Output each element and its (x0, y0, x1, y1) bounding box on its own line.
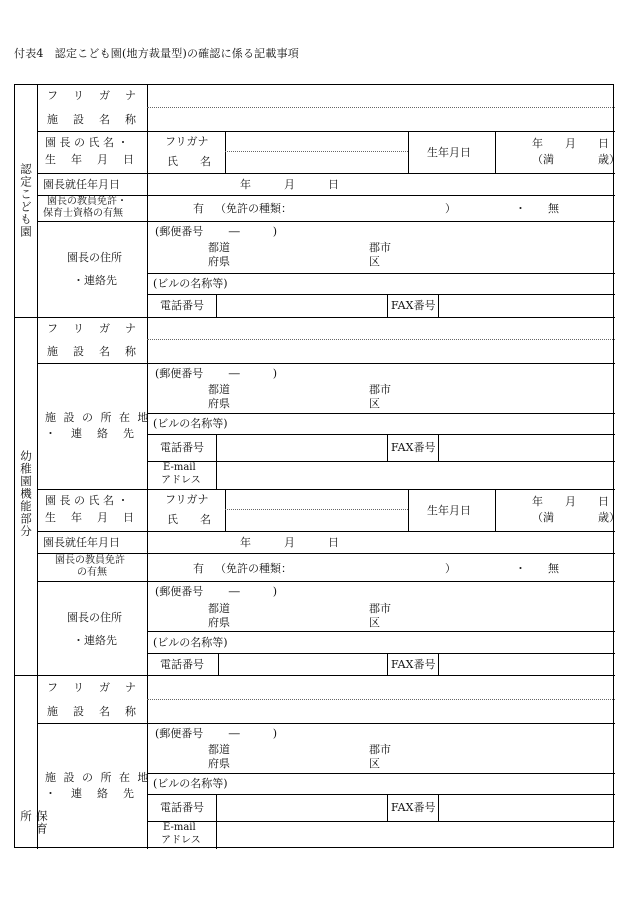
appointment-date-label: 園長就任年月日 (43, 178, 120, 191)
tel-field[interactable] (217, 295, 386, 316)
prefecture-fuken: 府県 (208, 397, 230, 410)
fax-field[interactable] (439, 654, 614, 674)
facility-location-label-1: 施 設 の 所 在 地 (45, 411, 151, 424)
facility-name-label: 施 設 名 称 (47, 113, 138, 126)
prefecture-fuken: 府県 (208, 757, 230, 770)
fax-field[interactable] (439, 295, 614, 316)
director-birth-label: 生 年 月 日 (45, 153, 136, 166)
tel-label: 電話番号 (160, 441, 204, 454)
tel-label: 電話番号 (160, 658, 204, 671)
furigana-small-label: フリガナ (165, 135, 209, 148)
city-gunshi: 郡市 (369, 383, 391, 396)
license-no[interactable]: ・ 無 (515, 202, 559, 215)
email-label-2: アドレス (161, 475, 201, 486)
facility-location-label-2: ・ 連 絡 先 (45, 427, 136, 440)
address-label-1: 園長の住所 (67, 251, 122, 264)
prefecture-todo: 都道 (208, 383, 230, 396)
section-label-nintei: 認定こども園 (19, 163, 33, 238)
prefecture-todo: 都道 (208, 241, 230, 254)
license-type: （免許の種類： (215, 562, 292, 575)
birthdate-label: 生年月日 (427, 146, 471, 159)
director-name-label: 園 長 の 氏 名 ・ (45, 136, 129, 149)
building-name: (ビルの名称等) (153, 417, 228, 430)
fax-label: FAX番号 (391, 801, 436, 814)
facility-name-label: 施 設 名 称 (47, 705, 138, 718)
registration-form (14, 84, 620, 848)
city-gunshi: 郡市 (369, 241, 391, 254)
fax-label: FAX番号 (391, 299, 436, 312)
name-label: 氏 名 (167, 155, 211, 168)
tel-field[interactable] (217, 435, 386, 460)
email-field[interactable] (217, 462, 614, 488)
city-ku: 区 (369, 397, 380, 410)
city-ku: 区 (369, 757, 380, 770)
postal-code: (郵便番号 ― ) (155, 585, 278, 598)
director-name-label: 園 長 の 氏 名 ・ (45, 494, 129, 507)
license-close: ） (445, 202, 456, 215)
fax-label: FAX番号 (391, 658, 436, 671)
email-field[interactable] (217, 822, 614, 848)
license-yes[interactable]: 有 (193, 562, 204, 575)
appointment-date-label: 園長就任年月日 (43, 536, 120, 549)
director-name-field[interactable] (226, 152, 407, 172)
facility-name-field[interactable] (148, 340, 614, 362)
prefecture-fuken: 府県 (208, 616, 230, 629)
license-label-1: 園長の教員免許・ (47, 196, 127, 207)
director-birth-label: 生 年 月 日 (45, 511, 136, 524)
city-gunshi: 郡市 (369, 743, 391, 756)
tel-label: 電話番号 (160, 801, 204, 814)
section-label-youchien: 幼稚園機能部分 (19, 450, 33, 538)
age-label: （満 歳） (532, 511, 620, 524)
birthdate-ymd: 年 月 日 (532, 495, 609, 508)
appointment-date-value: 年 月 日 (240, 178, 339, 191)
tel-label: 電話番号 (160, 299, 204, 312)
fax-field[interactable] (439, 795, 614, 820)
license-close: ） (445, 562, 456, 575)
building-name: (ビルの名称等) (153, 636, 228, 649)
tel-field[interactable] (217, 795, 386, 820)
furigana-label: フ リ ガ ナ (47, 89, 138, 102)
furigana-small-label: フリガナ (165, 493, 209, 506)
address-label-1: 園長の住所 (67, 611, 122, 624)
city-ku: 区 (369, 616, 380, 629)
age-label: （満 歳） (532, 153, 620, 166)
section-label-hoikusho: 保育所 (19, 810, 49, 835)
address-label-2: ・連絡先 (73, 274, 117, 287)
prefecture-fuken: 府県 (208, 255, 230, 268)
building-name: (ビルの名称等) (153, 777, 228, 790)
facility-name-field[interactable] (148, 700, 614, 722)
building-name: (ビルの名称等) (153, 277, 228, 290)
email-label-1: E-mail (163, 462, 196, 473)
postal-code: (郵便番号 ― ) (155, 727, 278, 740)
address-label-2: ・連絡先 (73, 634, 117, 647)
facility-location-label-2: ・ 連 絡 先 (45, 787, 136, 800)
facility-location-label-1: 施 設 の 所 在 地 (45, 771, 151, 784)
license-label-1: 園長の教員免許 (55, 555, 125, 566)
license-type: （免許の種類： (215, 202, 292, 215)
facility-name-label: 施 設 名 称 (47, 345, 138, 358)
name-label: 氏 名 (167, 513, 211, 526)
appointment-date-value: 年 月 日 (240, 536, 339, 549)
city-gunshi: 郡市 (369, 602, 391, 615)
license-label-2: 保育士資格の有無 (43, 208, 123, 219)
birthdate-label: 生年月日 (427, 504, 471, 517)
license-yes[interactable]: 有 (193, 202, 204, 215)
license-label-2: の有無 (77, 567, 107, 578)
postal-code: (郵便番号 ― ) (155, 225, 278, 238)
fax-field[interactable] (439, 435, 614, 460)
birthdate-ymd: 年 月 日 (532, 137, 609, 150)
fax-label: FAX番号 (391, 441, 436, 454)
furigana-label: フ リ ガ ナ (47, 322, 138, 335)
director-name-field[interactable] (226, 510, 407, 530)
document-title: 付表4 認定こども園(地方裁量型)の確認に係る記載事項 (14, 47, 299, 60)
email-label-2: アドレス (161, 835, 201, 846)
prefecture-todo: 都道 (208, 743, 230, 756)
facility-name-field[interactable] (148, 108, 614, 130)
city-ku: 区 (369, 255, 380, 268)
postal-code: (郵便番号 ― ) (155, 367, 278, 380)
email-label-1: E-mail (163, 822, 196, 833)
tel-field[interactable] (219, 654, 386, 674)
furigana-label: フ リ ガ ナ (47, 681, 138, 694)
prefecture-todo: 都道 (208, 602, 230, 615)
license-no[interactable]: ・ 無 (515, 562, 559, 575)
